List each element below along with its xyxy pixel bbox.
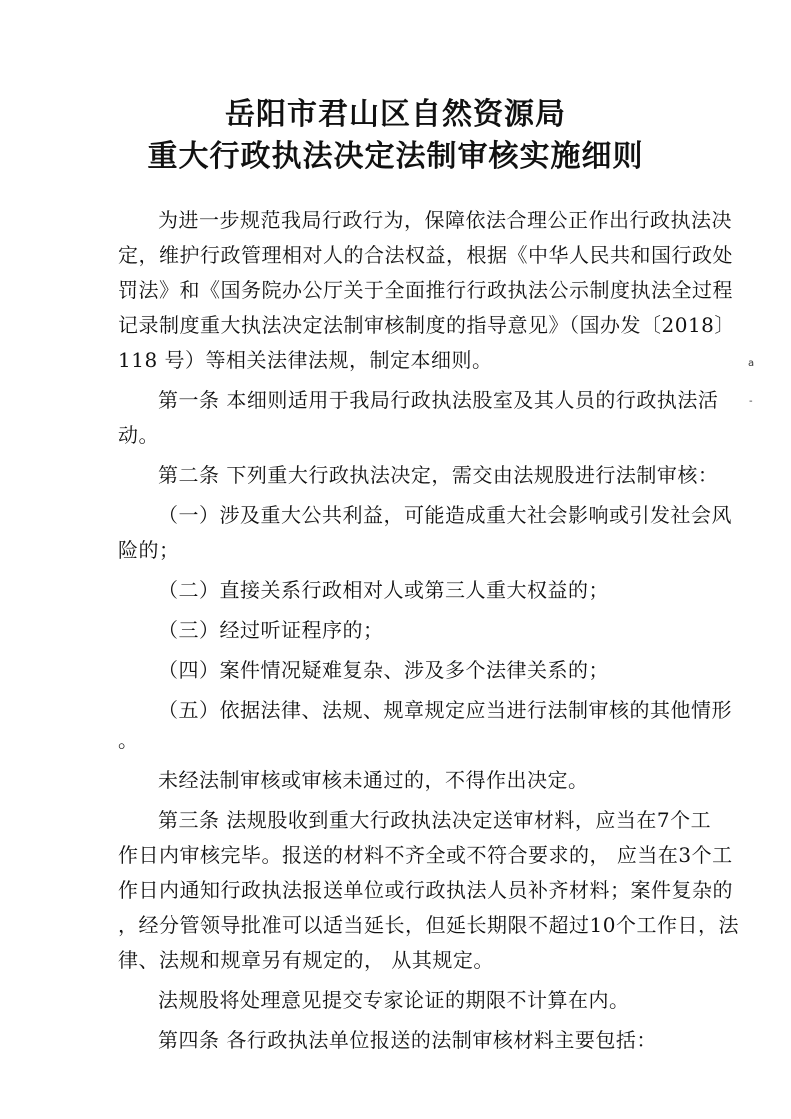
margin-mark: - bbox=[749, 396, 753, 407]
article-2-item-4: （四）案件情况疑难复杂、涉及多个法律关系的； bbox=[158, 658, 609, 682]
paragraph-line: 罚法》和《国务院办公厅关于全面推行行政执法公示制度执法全过程 bbox=[118, 278, 733, 302]
article-2-item-1: （一）涉及重大公共利益，可能造成重大社会影响或引发社会风 bbox=[158, 503, 732, 527]
paragraph-line: 记录制度重大执法决定法制审核制度的指导意见》（国办发〔2018〕 bbox=[118, 313, 735, 337]
article-2-heading: 第二条 下列重大行政执法决定，需交由法规股进行法制审核： bbox=[158, 463, 719, 487]
article-2-item-5: （五）依据法律、法规、规章规定应当进行法制审核的其他情形 bbox=[158, 698, 732, 722]
document-title-line2: 重大行政执法决定法制审核实施细则 bbox=[147, 139, 644, 174]
document-title-line1: 岳阳市君山区自然资源局 bbox=[225, 97, 566, 132]
article-1-line: 第一条 本细则适用于我局行政执法股室及其人员的行政执法活 bbox=[158, 388, 719, 412]
paragraph-line: 定，维护行政管理相对人的合法权益，根据《中华人民共和国行政处 bbox=[118, 243, 733, 267]
article-3-line: 律、法规和规章另有规定的， 从其规定。 bbox=[118, 948, 494, 972]
margin-mark: a bbox=[748, 358, 755, 369]
article-2-note: 未经法制审核或审核未通过的，不得作出决定。 bbox=[158, 768, 589, 792]
paragraph-line: 为进一步规范我局行政行为，保障依法合理公正作出行政执法决 bbox=[158, 208, 732, 232]
article-3-line: 作日内通知行政执法报送单位或行政执法人员补齐材料；案件复杂的 bbox=[118, 878, 733, 902]
article-3-line: 作日内审核完毕。报送的材料不齐全或不符合要求的， 应当在3个工 bbox=[118, 843, 733, 867]
article-2-item-2: （二）直接关系行政相对人或第三人重大权益的； bbox=[158, 578, 609, 602]
paragraph-line: 118 号）等相关法律法规，制定本细则。 bbox=[118, 348, 493, 372]
article-4-heading: 第四条 各行政执法单位报送的法制审核材料主要包括： bbox=[158, 1028, 657, 1052]
article-2-item-5-cont: 。 bbox=[118, 728, 139, 752]
article-2-item-1-cont: 险的； bbox=[118, 538, 180, 562]
article-3-line: 第三条 法规股收到重大行政执法决定送审材料，应当在7个工 bbox=[158, 808, 712, 832]
article-2-item-3: （三）经过听证程序的； bbox=[158, 618, 384, 642]
article-3-line: ，经分管领导批准可以适当延长，但延长期限不超过10个工作日，法 bbox=[118, 913, 739, 937]
article-3-note: 法规股将处理意见提交专家论证的期限不计算在内。 bbox=[158, 988, 630, 1012]
article-1-line: 动。 bbox=[118, 423, 159, 447]
